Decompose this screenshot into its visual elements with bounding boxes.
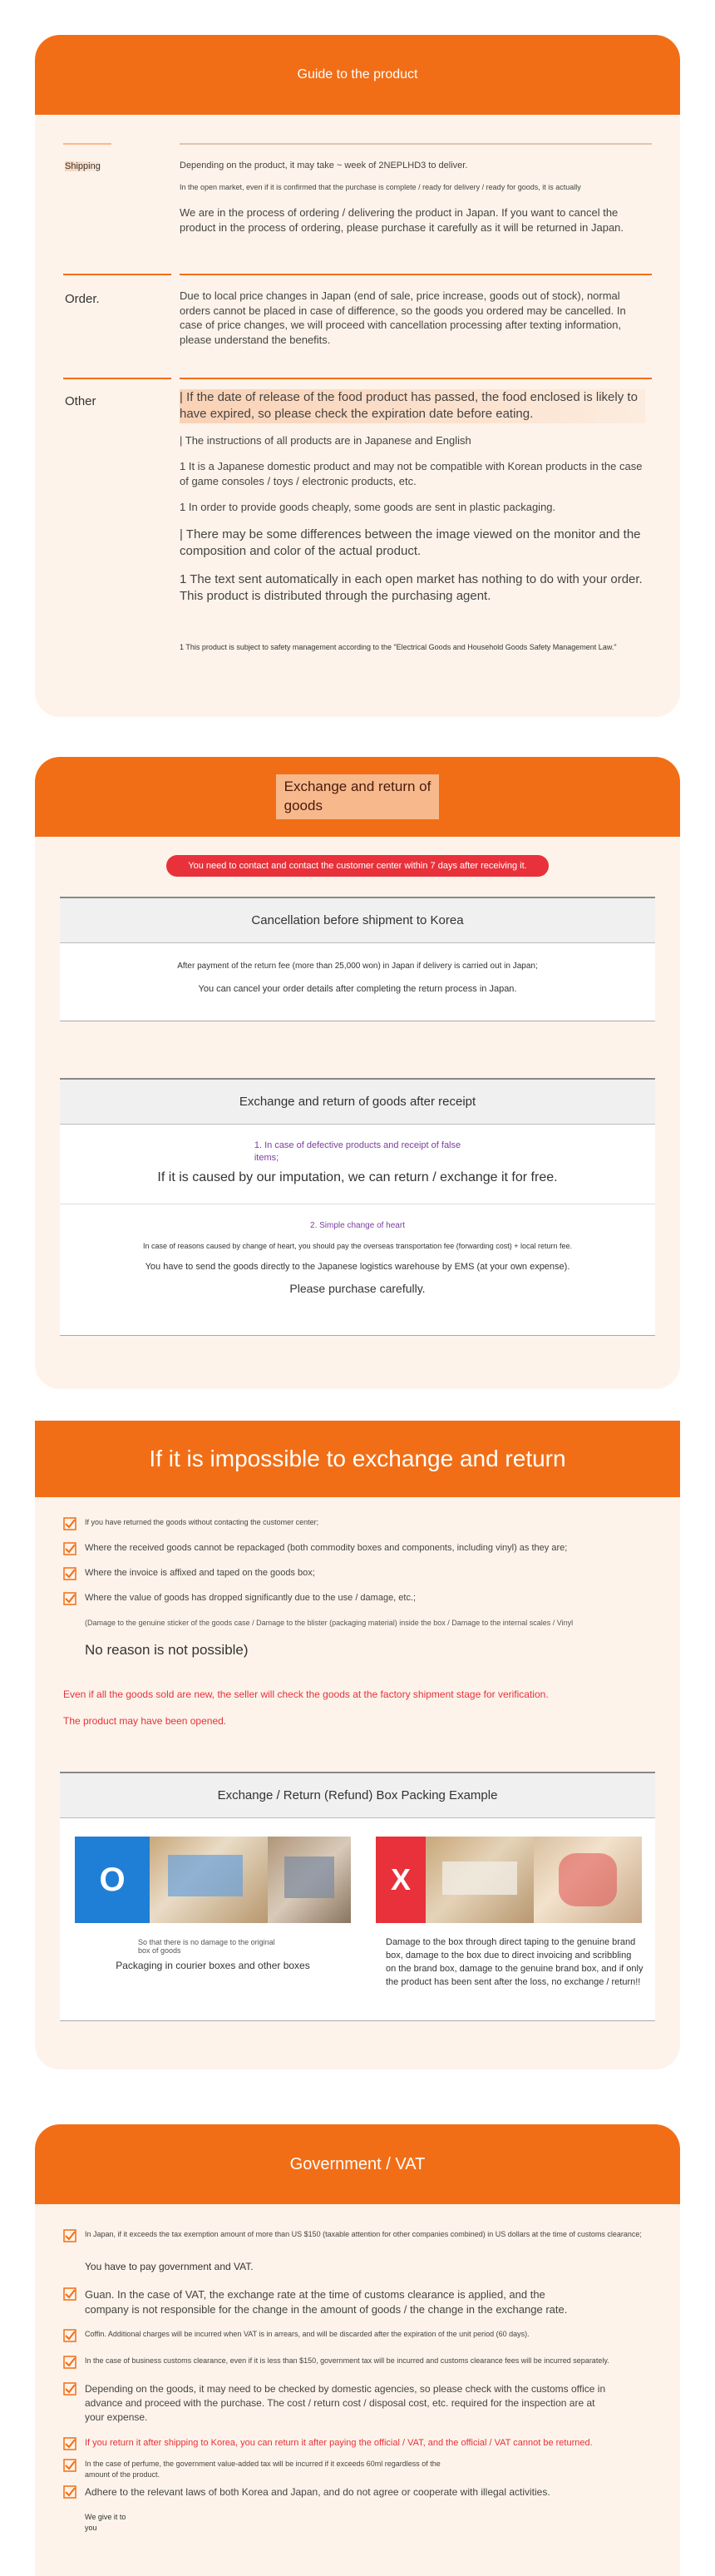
defect-heading-line1: 1. In case of defective products and receipt of false [254,1140,461,1150]
vat-item-text: In the case of business customs clearance, even if it is less than $150, government tax will be incurred and customs clearance fees will be incurred separately. [85,2356,609,2365]
packing-box [60,1772,655,2021]
check-icon [63,2329,76,2342]
impossible-item [63,1592,645,1605]
check-icon [63,2382,76,2396]
vat-card [35,2124,680,2576]
check-icon [63,1517,76,1530]
no-reason-text: No reason is not possible) [85,1642,249,1658]
receipt-box [60,1078,655,1336]
vat-item [63,2459,645,2480]
impossible-item-text: Where the received goods cannot be repackaged (both commodity boxes and components, including vinyl) as they are; [85,1543,568,1553]
exchange-card [35,757,680,1389]
guide-title: Guide to the product [297,67,418,82]
opened-text: The product may have been opened. [63,1715,227,1727]
change-line3: Please purchase carefully. [289,1282,426,1295]
impossible-title: If it is impossible to exchange and return [149,1446,566,1471]
other-label: Other [65,394,96,408]
good-mark-icon: O [99,1861,126,1898]
damage-note: (Damage to the genuine sticker of the goods case / Damage to the blister (packaging material) inside the box / Damage to the internal scales / Vinyl [85,1619,574,1627]
check-icon [63,2287,76,2301]
vat-item [63,2437,645,2450]
vat-item [63,2329,645,2342]
other-line: 1 In order to provide goods cheaply, some goods are sent in plastic packaging. [180,501,556,514]
change-section [60,1204,655,1295]
change-line2: You have to send the goods directly to the Japanese logistics warehouse by EMS (at your own expense). [145,1262,570,1272]
other-line: | There may be some differences between the image viewed on the monitor and the composition and color of the actual product. [180,527,641,558]
check-icon [63,2459,76,2472]
pay-line: You have to pay government and VAT. [85,2261,254,2272]
vat-item [63,2356,645,2369]
vat-item-text: Coffin. Additional charges will be incurred when VAT is in arrears, and will be discarded after the expiration of the unit period (60 days). [85,2330,530,2338]
vat-item [63,2485,645,2499]
receipt-box-title: Exchange and return of goods after receipt [60,1080,655,1125]
bad-mark-icon: X [390,1862,411,1896]
good-caption-small: So that there is no damage to the original box of goods [138,1938,275,1955]
other-row [63,378,652,677]
cancel-box-title: Cancellation before shipment to Korea [60,898,655,943]
defect-text: If it is caused by our imputation, we can return / exchange it for free. [157,1169,558,1184]
bad-caption: Damage to the box through direct taping to the genuine brand box, damage to the box due to direct invoicing and scribbling on the brand box, damage to the genuine brand box, and if only the product has been sent after the loss, no exchange / return!! [386,1937,644,1987]
shipping-label: Shipping [65,161,101,171]
impossible-card [35,1421,680,2069]
impossible-item-text: Where the invoice is affixed and taped on the goods box; [85,1568,315,1578]
shipping-line: We are in the process of ordering / delivering the product in Japan. If you want to cancel the product in the process of ordering, please purchase it carefully as it will be returned in Japan. [180,206,624,234]
order-text: Due to local price changes in Japan (end of sale, price increase, goods out of stock), normal orders cannot be placed in case of difference, so the goods you ordered may be cancelled. In case of price changes, we will proceed with cancellation processing after texting information, please understand the benefits. [180,289,626,346]
good-caption-main: Packaging in courier boxes and other boxes [116,1960,310,1971]
guide-header [35,35,680,115]
impossible-item [63,1542,645,1555]
give-line1: We give it to [85,2513,126,2521]
contact-notice: You need to contact and contact the customer center within 7 days after receiving it. [166,855,549,877]
other-line: | If the date of release of the food product has passed, the food enclosed is likely to have expired, so please check the expiration date before eating. [180,389,645,423]
other-safety-note: 1 This product is subject to safety management according to the "Electrical Goods and Household Goods Safety Management Law." [180,643,617,651]
vat-header [35,2124,680,2204]
shipping-body [180,160,645,235]
check-icon [63,1542,76,1555]
good-packing-photo [75,1837,351,1923]
give-line2: you [85,2523,97,2532]
impossible-item [63,1517,645,1530]
cancel-box [60,897,655,1021]
cancel-line1: After payment of the return fee (more than 25,000 won) in Japan if delivery is carried out in Japan; [177,962,538,971]
order-label: Order. [65,292,100,306]
vat-item-text: Depending on the goods, it may need to be checked by domestic agencies, so please check with the customs office in advance and proceed with the purchase. The cost / return cost / disposal cost, etc. required for the inspection are at your expense. [85,2383,606,2423]
shipping-line: Depending on the product, it may take ~ week of 2NEPLHD3 to deliver. [180,161,468,171]
vat-item [63,2229,645,2242]
vat-item-text: In the case of perfume, the government value-added tax will be incurred if it exceeds 60ml regardless of the amount of the product. [85,2460,441,2479]
defect-heading-line2: items; [254,1153,279,1164]
guide-card [35,35,680,717]
change-heading: 2. Simple change of heart [310,1221,405,1230]
other-line: | The instructions of all products are in Japanese and English [180,433,471,447]
vat-item [63,2382,645,2424]
vat-item-text: Adhere to the relevant laws of both Korea and Japan, and do not agree or cooperate with illegal activities. [85,2486,550,2498]
check-icon [63,2437,76,2450]
check-icon [63,2485,76,2499]
other-line: 1 It is a Japanese domestic product and may not be compatible with Korean products in the case of game consoles / toys / electronic products, etc. [180,460,643,487]
other-body [180,389,645,606]
vat-item-text: If you return it after shipping to Korea, you can return it after paying the official / VAT, and the official / VAT cannot be returned. [85,2438,593,2448]
defect-section [60,1125,655,1204]
packing-title: Exchange / Return (Refund) Box Packing Example [60,1773,655,1818]
exchange-title-line2: goods [284,798,323,813]
vat-item [63,2287,645,2317]
other-line: 1 The text sent automatically in each open market has nothing to do with your order. This product is distributed through the purchasing agent. [180,572,643,604]
vat-item-text: In Japan, if it exceeds the tax exemption amount of more than US $150 (taxable attention for other companies combined) in US dollars at the time of customs clearance; [85,2230,642,2238]
shipping-row [63,143,652,268]
impossible-item-text: Where the value of goods has dropped significantly due to the use / damage, etc.; [85,1593,417,1603]
vat-title: Government / VAT [289,2154,426,2173]
vat-item-text: Guan. In the case of VAT, the exchange rate at the time of customs clearance is applied, and the company is not responsible for the change in the amount of goods / the change in the exchange rate. [85,2288,568,2316]
verification-text: Even if all the goods sold are new, the seller will check the goods at the factory shipment stage for verification. [63,1688,549,1700]
check-icon [63,1592,76,1605]
exchange-header [35,757,680,837]
impossible-item-text: If you have returned the goods without contacting the customer center; [85,1518,319,1526]
good-caption [75,1938,351,1971]
impossible-header [35,1421,680,1497]
impossible-item [63,1567,645,1580]
shipping-line: In the open market, even if it is confirmed that the purchase is complete / ready for delivery / ready for goods, it is actually [180,182,581,191]
order-row [63,274,652,365]
exchange-title-line1: Exchange and return of [284,779,431,795]
give-line [85,2512,126,2533]
check-icon [63,2229,76,2242]
change-line1: In case of reasons caused by change of heart, you should pay the overseas transportation fee (forwarding cost) + local return fee. [142,1242,573,1250]
check-icon [63,1567,76,1580]
cancel-line2: You can cancel your order details after completing the return process in Japan. [198,984,517,994]
bad-packing-photo [376,1837,642,1923]
check-icon [63,2356,76,2369]
